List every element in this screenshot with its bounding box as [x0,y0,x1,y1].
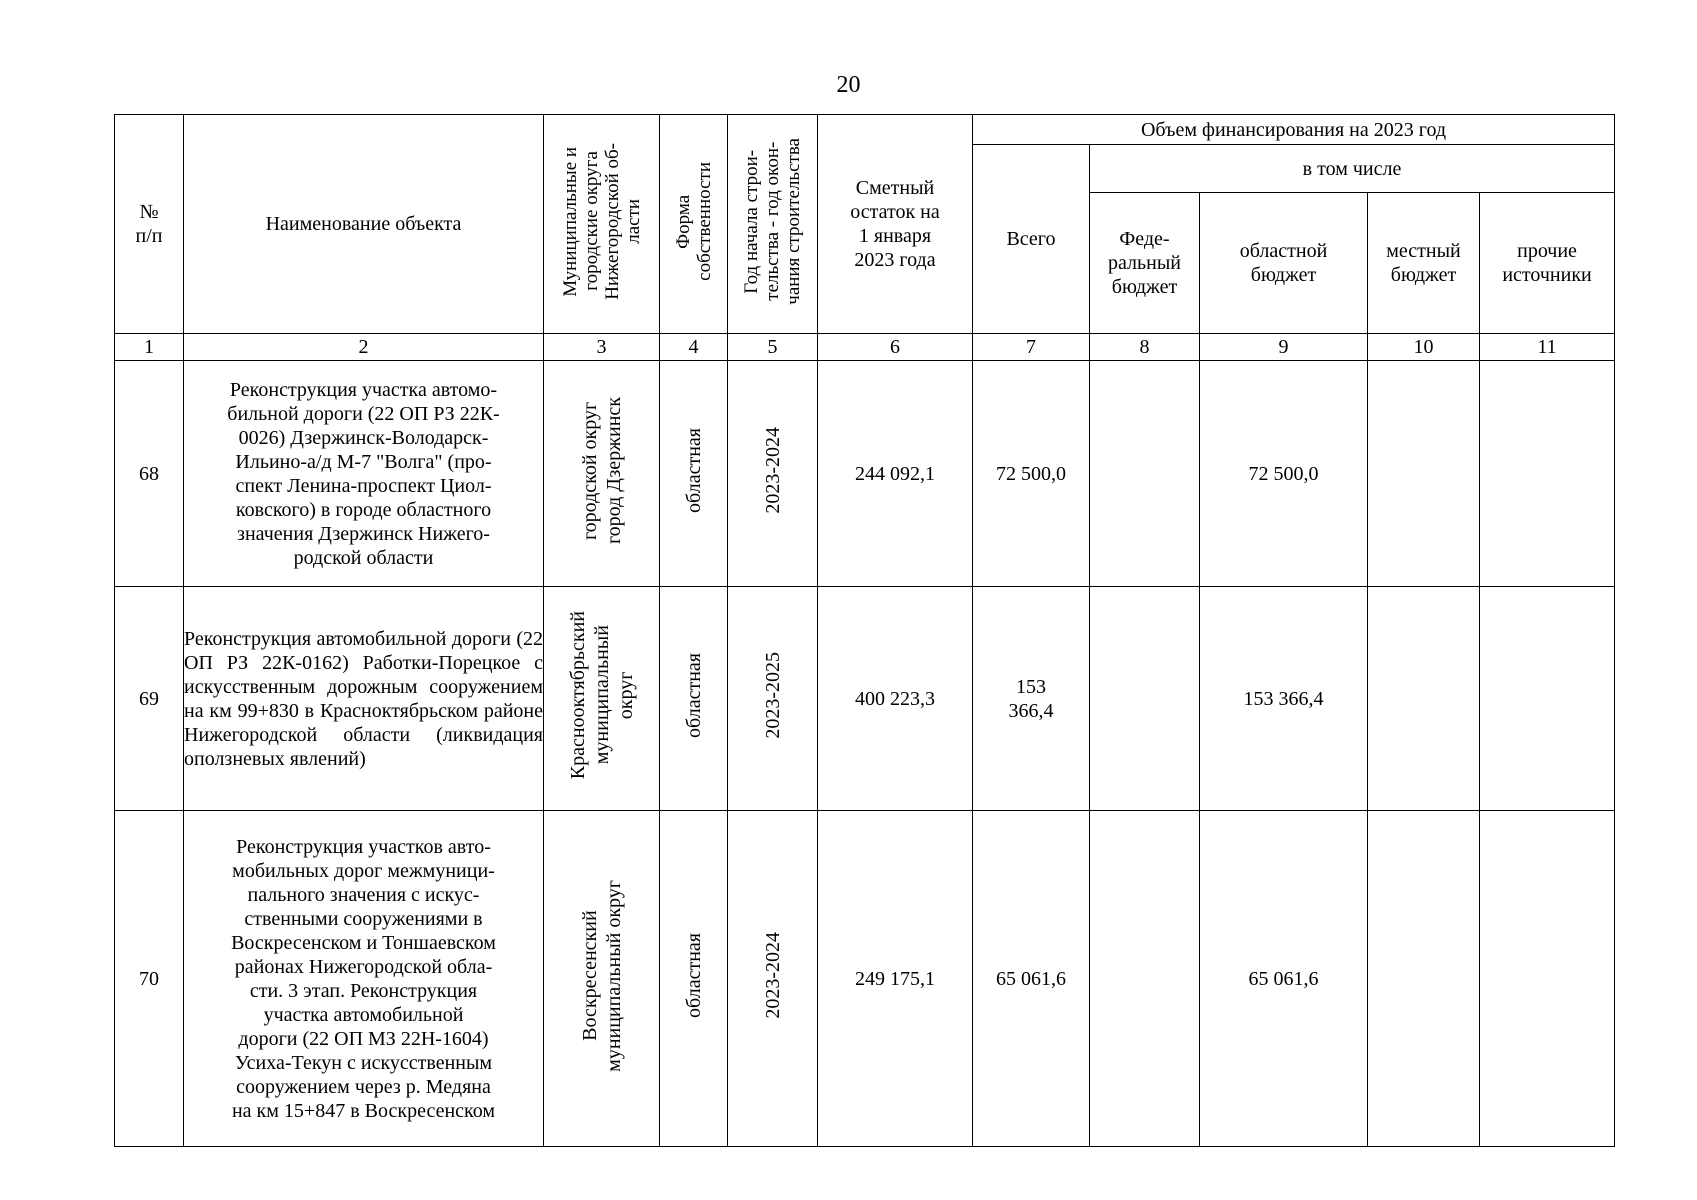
row-regional: 153 366,4 [1200,587,1368,811]
row-name [184,587,544,811]
row-name-text: Реконструкция участка автомо- бильной дороги (22 ОП РЗ 22К- 0026) Дзержинск-Володарск- Ильино-а/д М-7 "Волга" (про- спект Ленина-проспект Циол- ковского) в городе областного значения Дзержинск Нижего- родской области [227,378,500,569]
row-years [728,587,818,811]
column-number: 3 [544,334,660,361]
column-number: 8 [1090,334,1200,361]
row-federal [1090,361,1200,587]
row-name [184,361,544,587]
row-total: 153 366,4 [973,587,1090,811]
row-ownership-text: областная [682,653,705,738]
page-number: 20 [836,72,861,98]
header-col-federal: Феде- ральный бюджет [1090,193,1200,334]
header-col-years [728,115,818,334]
row-num: 70 [115,811,184,1147]
column-number: 4 [660,334,728,361]
row-total: 65 061,6 [973,811,1090,1147]
row-years [728,361,818,587]
row-municipality-text: Воскресенский муниципальный округ [578,879,625,1072]
column-number: 6 [818,334,973,361]
header-col-ownership [660,115,728,334]
header-including: в том числе [1090,145,1615,193]
table-row [115,587,1615,811]
row-federal [1090,811,1200,1147]
financing-table [114,114,1615,1147]
row-ownership [660,587,728,811]
row-municipality-text: Краснооктябрьский муниципальный округ [566,611,637,780]
row-ownership-text: областная [682,933,705,1018]
row-balance: 244 092,1 [818,361,973,587]
header-col-balance: Сметный остаток на 1 января 2023 года [818,115,973,334]
header-col-municipality [544,115,660,334]
row-total: 72 500,0 [973,361,1090,587]
row-years-text: 2023-2024 [761,427,784,514]
column-number: 7 [973,334,1090,361]
header-col-years-text: Год начала строи- тельства - год окон- чания строительства [741,137,804,305]
row-years [728,811,818,1147]
row-name-text: Реконструкция участков авто- мобильных дорог межмуници- пального значения с искус- ственными сооружениями в Воскресенском и Тоншаевском районах Нижегородской обла- сти. 3 этап. Реконструкция участка автомобильной дороги (22 ОП МЗ 22Н-1604) Усиха-Текун с искусственным сооружением через р. Медяна на км 15+847 в Воскресенском [231,835,496,1122]
header-col-regional: областной бюджет [1200,193,1368,334]
row-municipality [544,811,660,1147]
row-regional: 65 061,6 [1200,811,1368,1147]
header-col-other: прочие источники [1480,193,1615,334]
row-regional: 72 500,0 [1200,361,1368,587]
column-number: 9 [1200,334,1368,361]
row-years-text: 2023-2024 [761,932,784,1019]
row-ownership [660,811,728,1147]
row-other [1480,361,1615,587]
header-col-municipality-text: Муниципальные и городские округа Нижегородской об- ласти [559,142,644,300]
row-ownership [660,361,728,587]
row-num: 68 [115,361,184,587]
header-col-num: № п/п [115,115,184,334]
row-ownership-text: областная [682,428,705,513]
column-number: 10 [1368,334,1480,361]
header-funding-group: Объем финансирования на 2023 год [973,115,1615,145]
table-row [115,361,1615,587]
row-local [1368,587,1480,811]
row-balance: 249 175,1 [818,811,973,1147]
row-name-text: Реконструкция автомобильной дороги (22 ОП РЗ 22К-0162) Работки-Порецкое с искусственным дорожным сооружением на км 99+830 в Красноктябрьском районе Нижегородской области (ликвидация оползневых явлений) [184,627,543,770]
row-municipality [544,361,660,587]
row-name [184,811,544,1147]
row-local [1368,811,1480,1147]
row-years-text: 2023-2025 [761,652,784,739]
column-number: 5 [728,334,818,361]
column-number: 1 [115,334,184,361]
row-local [1368,361,1480,587]
header-col-local: местный бюджет [1368,193,1480,334]
header-col-name: Наименование объекта [184,115,544,334]
row-municipality [544,587,660,811]
row-federal [1090,587,1200,811]
table-row [115,811,1615,1147]
row-num: 69 [115,587,184,811]
header-col-ownership-text: Форма собственности [672,161,715,281]
column-number: 11 [1480,334,1615,361]
row-other [1480,587,1615,811]
header-col-total: Всего [973,145,1090,334]
column-number-row [115,334,1615,361]
header-row-1 [115,115,1615,145]
row-other [1480,811,1615,1147]
row-balance: 400 223,3 [818,587,973,811]
column-number: 2 [184,334,544,361]
row-municipality-text: городской округ город Дзержинск [578,396,625,545]
